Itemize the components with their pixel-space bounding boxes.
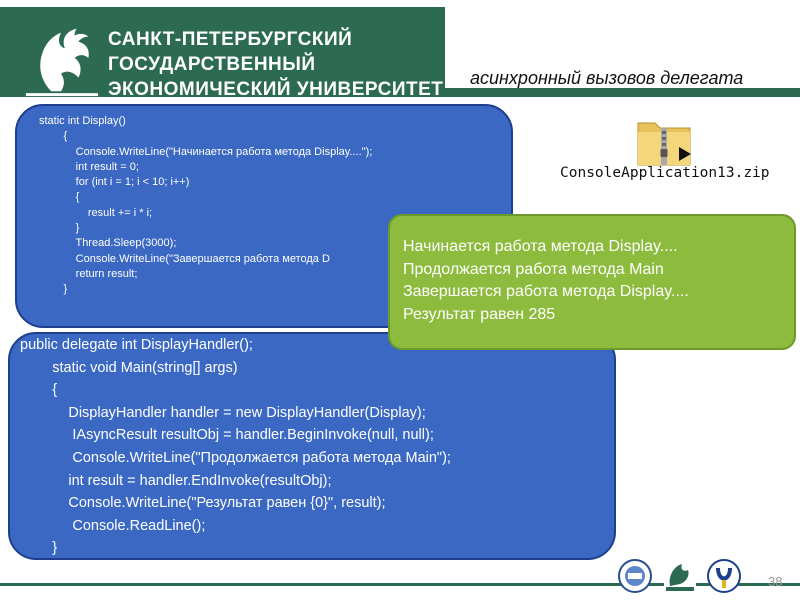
code-line: int result = 0; <box>39 160 139 173</box>
code-line: Console.WriteLine("Начинается работа метода Display...."); <box>39 145 373 158</box>
finek-logo-icon <box>662 558 698 594</box>
code-line: for (int i = 1; i < 10; i++) <box>39 176 190 189</box>
page-number: 38 <box>768 574 783 589</box>
output-line: Продолжается работа метода Main <box>403 260 664 278</box>
code-line: Console.WriteLine("Результат равен {0}", result); <box>20 495 386 512</box>
university-name-line: ГОСУДАРСТВЕННЫЙ <box>108 54 316 75</box>
code-line: Console.WriteLine("Завершается работа метода D <box>39 252 330 265</box>
header <box>0 0 800 100</box>
zip-folder-icon[interactable] <box>635 117 693 167</box>
code-line: { <box>39 130 68 143</box>
code-block-main <box>8 332 616 560</box>
university-banner <box>0 7 445 100</box>
code-line: result += i * i; <box>39 206 153 219</box>
code-line: static void Main(string[] args) <box>20 359 238 376</box>
code-line: IAsyncResult resultObj = handler.BeginInvoke(null, null); <box>20 427 434 444</box>
university-name-line: САНКТ-ПЕТЕРБУРГСКИЙ <box>108 29 353 50</box>
code-line: } <box>20 540 58 557</box>
code-line: { <box>20 382 58 399</box>
code-line: { <box>39 191 80 204</box>
output-line: Завершается работа метода Display.... <box>403 283 689 300</box>
output-line: Начинается работа метода Display.... <box>403 238 678 255</box>
horseshoe-logo-icon <box>706 558 742 594</box>
console-output-box <box>388 214 796 350</box>
code-line: } <box>39 283 68 296</box>
griffin-logo-icon <box>22 21 100 99</box>
code-line: Console.ReadLine(); <box>20 517 206 534</box>
code-line: return result; <box>39 267 138 280</box>
zip-filename[interactable]: ConsoleApplication13.zip <box>560 165 770 181</box>
emblem-logo-icon <box>617 558 653 594</box>
slide-subtitle: асинхронный вызовов делегата <box>470 68 744 88</box>
code-line: } <box>39 222 80 235</box>
header-stripe <box>445 88 800 97</box>
code-line: static int Display() <box>39 115 126 127</box>
university-name <box>108 27 443 102</box>
code-line: DisplayHandler handler = new DisplayHandler(Display); <box>20 404 426 421</box>
university-name-line: ЭКОНОМИЧЕСКИЙ УНИВЕРСИТЕТ <box>108 79 444 100</box>
output-line: Результат равен 285 <box>403 305 556 323</box>
code-line: public delegate int DisplayHandler(); <box>20 337 253 353</box>
code-line: Thread.Sleep(3000); <box>39 237 177 250</box>
code-line: Console.WriteLine("Продолжается работа метода Main"); <box>20 449 451 466</box>
code-line: int result = handler.EndInvoke(resultObj); <box>20 472 332 489</box>
